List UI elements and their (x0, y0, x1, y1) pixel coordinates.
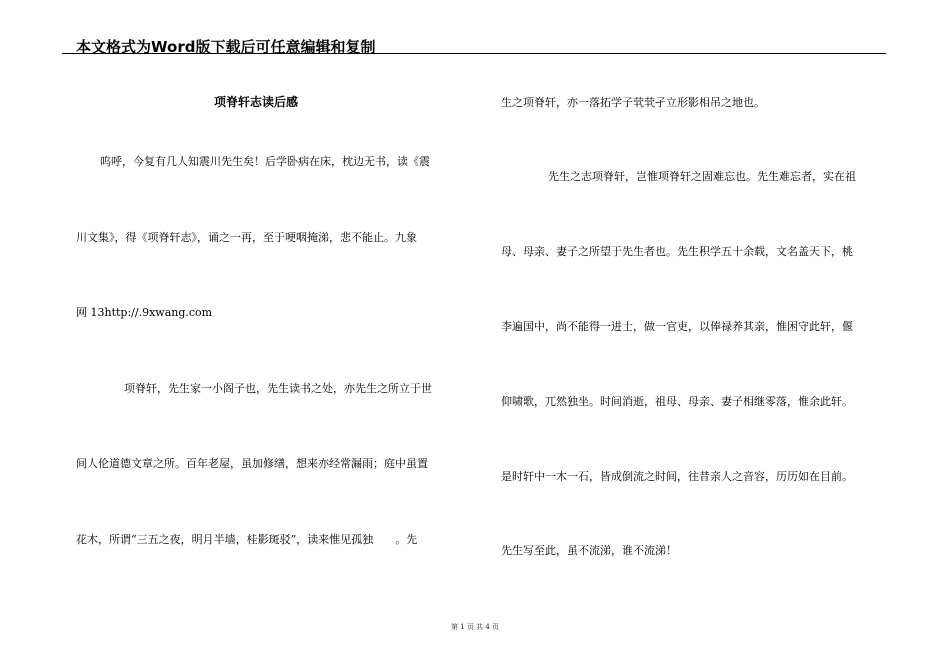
paragraph-line: 母、母亲、妻子之所望于先生者也。先生积学五十余载，文名盖天下，桃 (501, 245, 853, 258)
paragraph-line: 先生写至此，虽不流涕，谁不流涕！ (501, 544, 677, 557)
paragraph-line: 李遍国中，尚不能得一进士，做一官吏，以俸禄养其亲，惟困守此轩，偃 (501, 320, 853, 333)
paragraph-line: 仰啸歌，兀然独坐。时间消逝，祖母、母亲、妻子相继零落，惟余此轩。 (501, 395, 853, 408)
paragraph-line: 项脊轩，先生家一小阁子也，先生读书之处，亦先生之所立于世 (124, 382, 432, 395)
paragraph-line: 先生之志项脊轩，岂惟项脊轩之固难忘也。先生难忘者，实在祖 (548, 170, 856, 183)
download-banner: 本文格式为Word版下载后可任意编辑和复制 (76, 38, 376, 56)
document-title: 项脊轩志读后感 (214, 95, 299, 109)
paragraph-line: 花木，所谓“三五之夜，明月半墙，桂影斑驳”，读来惟见孤独 。先 (76, 533, 418, 546)
paragraph-line: 呜呼，今复有几人知震川先生矣！后学卧病在床，枕边无书，读《震 (100, 155, 430, 168)
paragraph-line: 川文集》，得《项脊轩志》，诵之一再，至于哽咽掩涕，悲不能止。九象 (76, 231, 417, 244)
paragraph-line: 间人伦道德文章之所。百年老屋，虽加修缮，想来亦经常漏雨；庭中虽置 (76, 457, 428, 470)
page-number: 第 1 页 共 4 页 (450, 623, 500, 631)
paragraph-line: 是时轩中一木一石，皆成倒流之时间，往昔亲人之音容，历历如在目前。 (501, 470, 853, 483)
source-line: 网 13http://.9xwang.com (76, 306, 213, 319)
paragraph-line: 生之项脊轩，亦一落拓学子茕茕孑立形影相吊之地也。 (501, 96, 765, 109)
header-divider (62, 53, 886, 54)
